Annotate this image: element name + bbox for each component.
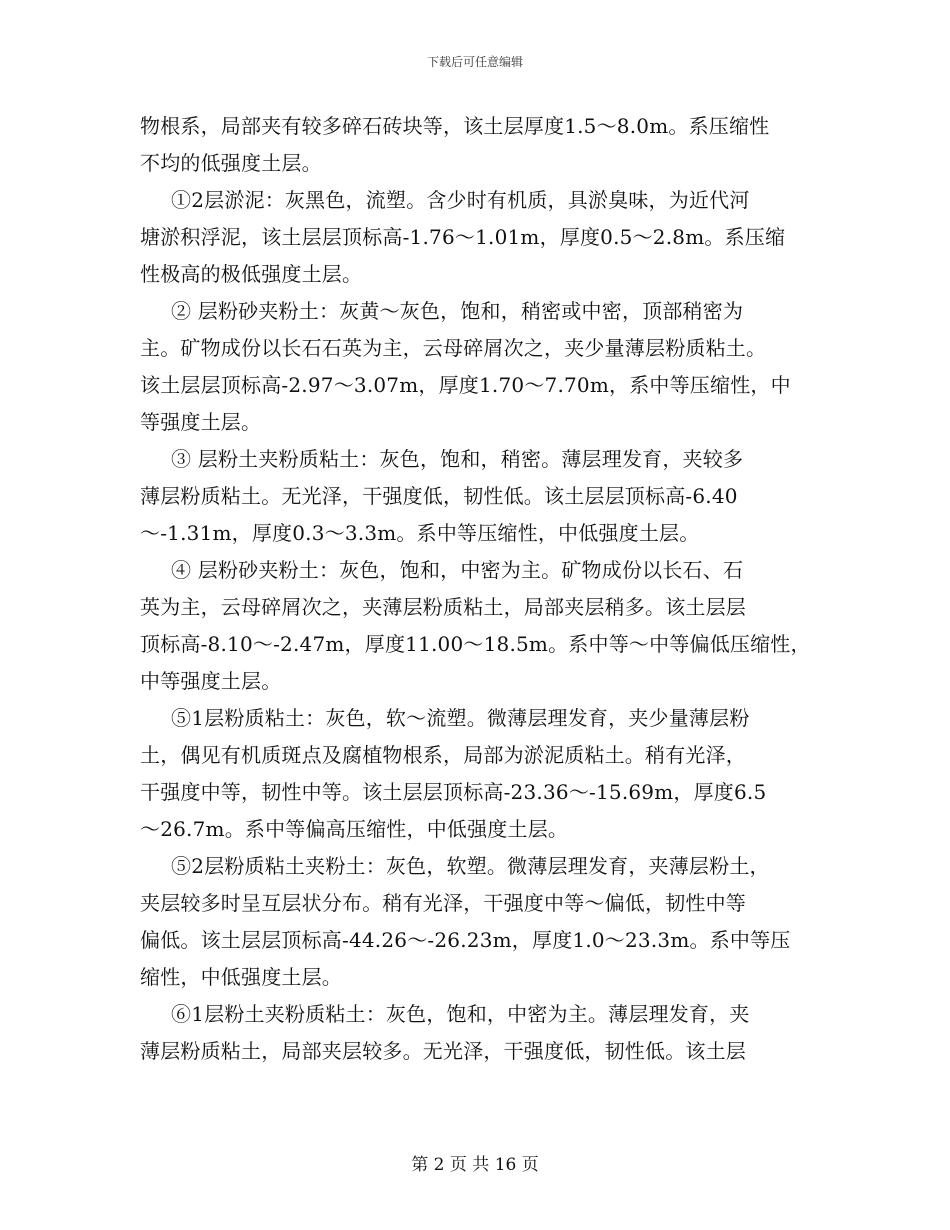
text-line: 中等强度土层。: [140, 669, 282, 693]
text-line: 薄层粉质粘土，局部夹层较多。无光泽，干强度低，韧性低。该土层: [140, 1039, 746, 1063]
text-line: ～-1.31m，厚度0.3～3.3m。系中等压缩性，中低强度土层。: [140, 521, 700, 545]
text-line: 土，偶见有机质斑点及腐植物根系，局部为淤泥质粘土。稍有光泽，: [140, 743, 746, 767]
text-line: 英为主，云母碎屑次之，夹薄层粉质粘土，局部夹层稍多。该土层层: [140, 595, 746, 619]
text-line: 物根系，局部夹有较多碎石砖块等，该土层厚度1.5～8.0m。系压缩性: [140, 114, 770, 138]
text-line: 不均的低强度土层。: [140, 151, 322, 175]
text-line: 顶标高-8.10～-2.47m，厚度11.00～18.5m。系中等～中等偏低压缩性，: [140, 632, 811, 656]
paragraph-start-line: ④ 层粉砂夹粉土：灰色，饱和，中密为主。矿物成份以长石、石: [171, 558, 744, 582]
paragraph-start-line: ①2层淤泥：灰黑色，流塑。含少时有机质，具淤臭味，为近代河: [171, 188, 750, 212]
document-body: [140, 108, 824, 1070]
text-line: 塘淤积浮泥，该土层层顶标高-1.76～1.01m，厚度0.5～2.8m。系压缩: [140, 225, 786, 249]
text-line: 等强度土层。: [140, 410, 262, 434]
text-line: 缩性，中低强度土层。: [140, 965, 342, 989]
paragraph-start-line: ⑥1层粉土夹粉质粘土：灰色，饱和，中密为主。薄层理发育，夹: [171, 1002, 750, 1026]
text-line: ～26.7m。系中等偏高压缩性，中低强度土层。: [140, 817, 569, 841]
page-header: 下载后可任意编辑: [426, 55, 523, 69]
paragraph-start-line: ⑤1层粉质粘土：灰色，软～流塑。微薄层理发育，夹少量薄层粉: [171, 706, 750, 730]
text-line: 薄层粉质粘土。无光泽，干强度低，韧性低。该土层层顶标高-6.40: [140, 484, 738, 508]
paragraph-start-line: ⑤2层粉质粘土夹粉土：灰色，软塑。微薄层理发育，夹薄层粉土，: [171, 854, 770, 878]
text-line: 偏低。该土层层顶标高-44.26～-26.23m，厚度1.0～23.3m。系中等压: [140, 928, 791, 952]
text-line: 该土层层顶标高-2.97～3.07m，厚度1.70～7.70m，系中等压缩性，中: [140, 373, 791, 397]
paragraph-start-line: ③ 层粉土夹粉质粘土：灰色，饱和，稍密。薄层理发育，夹较多: [171, 447, 744, 471]
page-number-footer: 第 2 页 共 16 页: [411, 1155, 539, 1175]
text-line: 夹层较多时呈互层状分布。稍有光泽，干强度中等～偏低，韧性中等: [140, 891, 746, 915]
paragraph-start-line: ② 层粉砂夹粉土：灰黄～灰色，饱和，稍密或中密，顶部稍密为: [171, 299, 744, 323]
text-line: 主。矿物成份以长石石英为主，云母碎屑次之，夹少量薄层粉质粘土。: [140, 336, 767, 360]
text-line: 性极高的极低强度土层。: [140, 262, 363, 286]
text-line: 干强度中等，韧性中等。该土层层顶标高-23.36～-15.69m，厚度6.5: [140, 780, 767, 804]
